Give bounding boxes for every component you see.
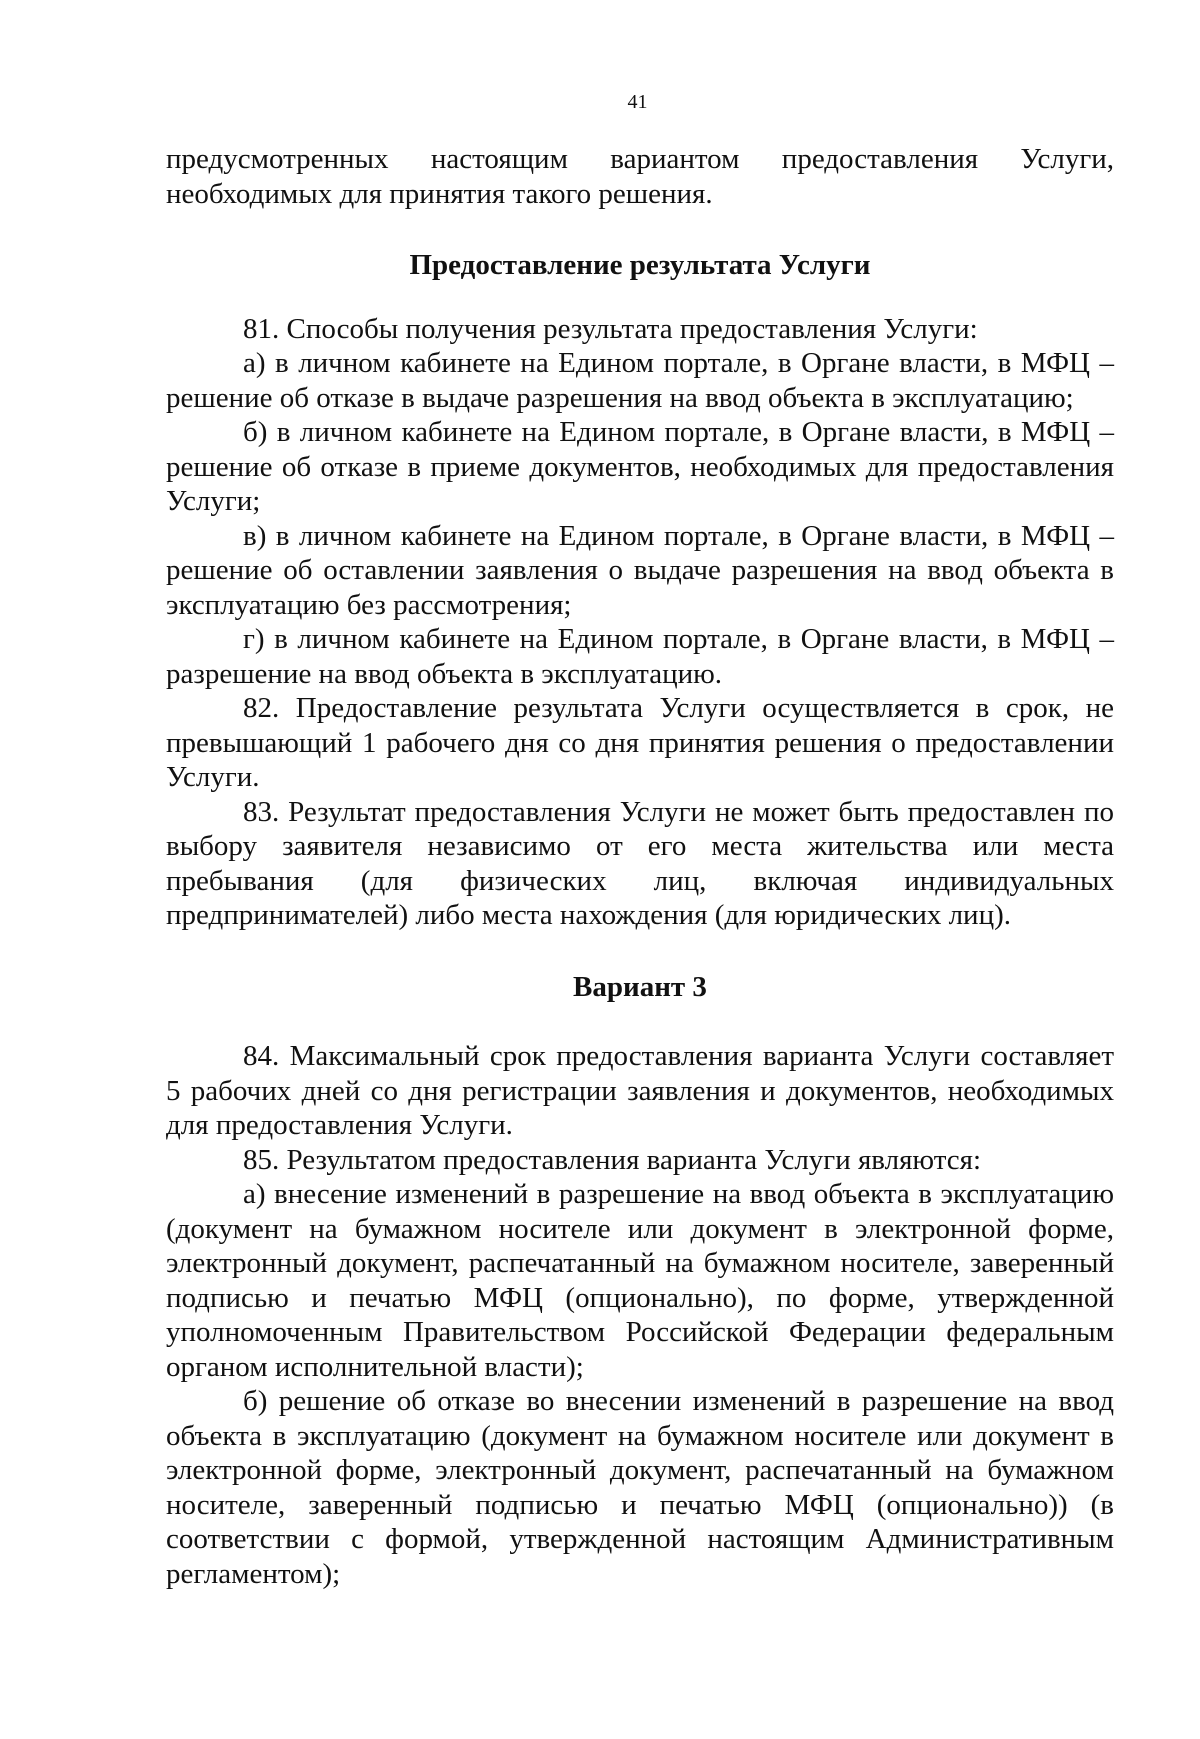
document-body [166,142,1114,1591]
section-heading-result: Предоставление результата Услуги [409,249,871,281]
paragraph-81-b: б) в личном кабинете на Едином портале, в Органе власти, в МФЦ – решение об отказе в приеме документов, необходимых для предоставления Услуги; [166,416,1114,517]
paragraph-82: 82. Предоставление результата Услуги осуществляется в срок, не превышающий 1 рабочего дня со дня принятия решения о предоставлении Услуги. [166,692,1114,793]
paragraph-81-g: г) в личном кабинете на Едином портале, в Органе власти, в МФЦ – разрешение на ввод объекта в эксплуатацию. [166,623,1114,690]
paragraph-81: 81. Способы получения результата предоставления Услуги: [243,312,978,345]
paragraph-83: 83. Результат предоставления Услуги не может быть предоставлен по выбору заявителя независимо от его места жительства или места пребывания (для физических лиц, включая индивидуальных предпринимателей) либо места нахождения (для юридических лиц). [166,795,1114,931]
paragraph-81-a: а) в личном кабинете на Едином портале, в Органе власти, в МФЦ – решение об отказе в выдаче разрешения на ввод объекта в эксплуатацию; [166,347,1114,414]
continuation-line-1: предусмотренных настоящим вариантом предоставления Услуги, [166,143,1114,175]
paragraph-81-v: в) в личном кабинете на Едином портале, в Органе власти, в МФЦ – решение об оставлении заявления о выдаче разрешения на ввод объекта в эксплуатацию без рассмотрения; [166,519,1114,621]
paragraph-84: 84. Максимальный срок предоставления варианта Услуги составляет 5 рабочих дней со дня регистрации заявления и документов, необходимых для предоставления Услуги. [166,1040,1114,1141]
paragraph-85-b: б) решение об отказе во внесении изменений в разрешение на ввод объекта в эксплуатацию (документ на бумажном носителе или документ в электронной форме, электронный документ, распечатанный на бумажном носителе, заверенный подписью и печатью МФЦ (опционально)) (в соответствии с формой, утвержденной настоящим Административным регламентом); [166,1385,1114,1590]
page-number: 41 [627,91,648,113]
section-heading-variant-3: Вариант 3 [573,970,707,1003]
paragraph-85: 85. Результатом предоставления варианта Услуги являются: [243,1143,981,1176]
continuation-line-2: необходимых для принятия такого решения. [166,177,713,210]
paragraph-85-a: а) внесение изменений в разрешение на ввод объекта в эксплуатацию (документ на бумажном носителе или документ в электронной форме, электронный документ, распечатанный на бумажном носителе, заверенный подписью и печатью МФЦ (опционально), по форме, утвержденной уполномоченным Правительством Российской Федерации федеральным органом исполнительной власти); [166,1178,1114,1383]
